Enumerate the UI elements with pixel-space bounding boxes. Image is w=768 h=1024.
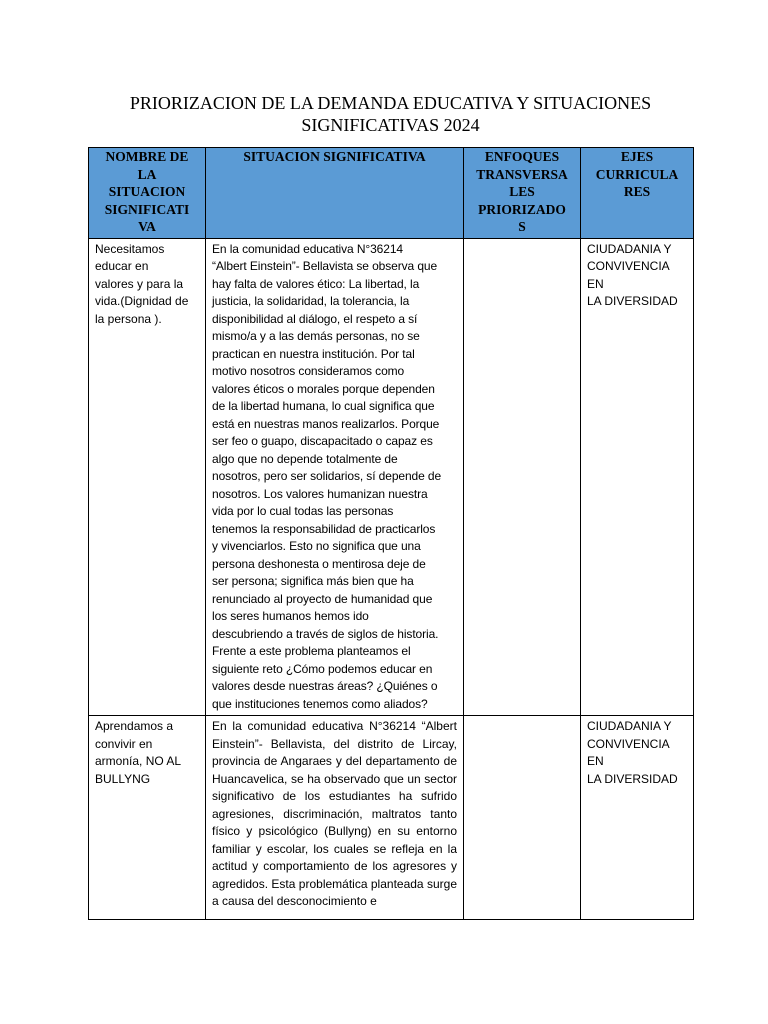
- table-row: [89, 238, 694, 716]
- table-row: [89, 716, 694, 920]
- situation-name-cell: Aprendamos a convivir en armonía, NO AL BULLYNG: [89, 716, 206, 920]
- approaches-cell: [464, 238, 581, 716]
- curricular-axes-cell: CIUDADANIA Y CONVIVENCIA EN LA DIVERSIDAD: [581, 716, 694, 920]
- situation-description-cell: [206, 716, 464, 920]
- header-curricular-axes: EJES CURRICULA RES: [581, 148, 694, 239]
- situation-description-text: En la comunidad educativa N°36214 “Albert Einstein”- Bellavista, del distrito de Lircay, provincia de Angaraes y del departamento de Huancavelica, se ha observado que un sector significativo de los estudiantes ha sufrido agresiones, discriminación, maltratos tanto físico y psicológico (Bullyng) en su entorno familiar y escolar, los cuales se refleja en la actitud y comportamiento de los agresores y agredidos. Esta problemática planteada surge a causa del desconocimiento e: [212, 719, 457, 908]
- header-situation: SITUACION SIGNIFICATIVA: [206, 148, 464, 239]
- curricular-axes-cell: CIUDADANIA Y CONVIVENCIA EN LA DIVERSIDAD: [581, 238, 694, 716]
- situation-description-cell: En la comunidad educativa N°36214 “Albert Einstein”- Bellavista se observa que hay falta de valores ético: La libertad, la justicia, la solidaridad, la tolerancia, la disponibilidad al diálogo, el respeto a sí mismo/a y a las demás personas, no se practican en nuestra institución. Por tal motivo nosotros consideramos como valores éticos o morales porque dependen de la libertad humana, lo cual significa que está en nuestras manos realizarlos. Porque ser feo o guapo, discapacitado o capaz es algo que no depende totalmente de nosotros, pero ser solidarios, sí depende de nosotros. Los valores humanizan nuestra vida por lo cual todas las personas tenemos la responsabilidad de practicarlos y vivenciarlos. Esto no significa que una persona deshonesta o mentirosa deje de ser persona; significa más bien que ha renunciado al proyecto de humanidad que los seres humanos hemos ido descubriendo a través de siglos de historia. Frente a este problema planteamos el siguiente reto ¿Cómo podemos educar en valores desde nuestras áreas? ¿Quiénes o que instituciones tenemos como aliados?: [206, 238, 464, 716]
- table-header-row: [89, 148, 694, 239]
- header-situation-name: NOMBRE DE LA SITUACION SIGNIFICATI VA: [89, 148, 206, 239]
- situations-table: [88, 147, 694, 920]
- title-line-1: PRIORIZACION DE LA DEMANDA EDUCATIVA Y SITUACIONES: [129, 93, 652, 113]
- title-line-2: SIGNIFICATIVAS 2024: [301, 115, 480, 135]
- situation-name-cell: Necesitamos educar en valores y para la vida.(Dignidad de la persona ).: [89, 238, 206, 716]
- document-title: [88, 92, 693, 136]
- approaches-cell: [464, 716, 581, 920]
- header-approaches: ENFOQUES TRANSVERSA LES PRIORIZADO S: [464, 148, 581, 239]
